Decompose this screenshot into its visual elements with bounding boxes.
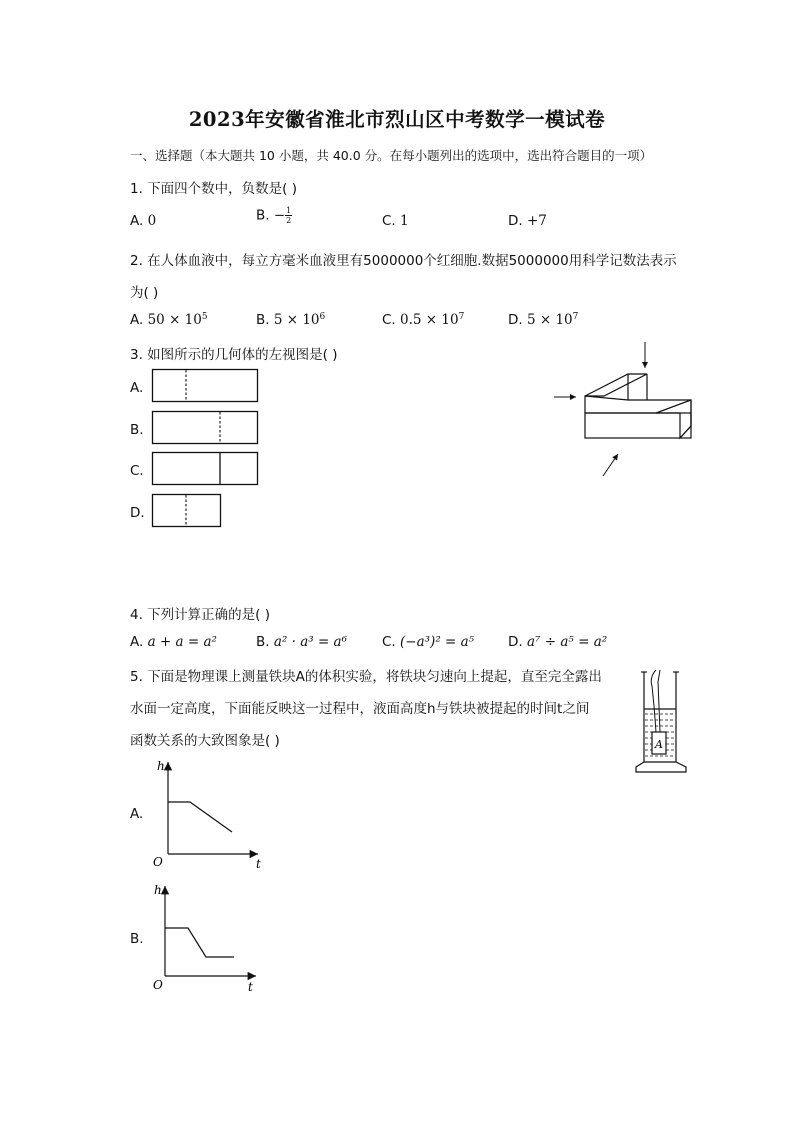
q4-option-b[interactable] bbox=[256, 634, 347, 650]
graph-line bbox=[168, 802, 232, 832]
option-expression: a² · a³ = a⁶ bbox=[273, 634, 348, 650]
q3-option-a-figure[interactable] bbox=[150, 368, 260, 404]
q3-option-d-figure[interactable] bbox=[150, 493, 224, 529]
q3-option-d-label[interactable]: D. bbox=[130, 505, 145, 521]
option-value: 5 × 10 bbox=[526, 312, 573, 328]
option-label: D. bbox=[508, 312, 523, 328]
fraction-numerator: 1 bbox=[286, 206, 292, 215]
origin-label: O bbox=[153, 855, 163, 869]
option-expression: a + a = a² bbox=[147, 634, 217, 650]
option-label: C. bbox=[382, 213, 396, 229]
option-expression: (−a³)² = a⁵ bbox=[400, 634, 475, 650]
option-label: D. bbox=[508, 213, 523, 229]
q3-option-c-figure[interactable] bbox=[150, 451, 260, 487]
option-label: A. bbox=[130, 213, 144, 229]
exponent: 7 bbox=[458, 312, 465, 322]
option-label: C. bbox=[382, 312, 396, 328]
section-heading: 一、选择题（本大题共 10 小题，共 40.0 分。在每小题列出的选项中，选出符合题目的一项） bbox=[130, 148, 653, 163]
q3-option-a-label[interactable]: A. bbox=[130, 380, 144, 396]
q1-option-a[interactable] bbox=[130, 213, 156, 229]
fraction bbox=[285, 206, 292, 225]
q3-option-b-figure[interactable] bbox=[150, 410, 260, 446]
q1-option-c[interactable] bbox=[382, 213, 409, 229]
question-5-stem-line3: 函数关系的大致图象是( ) bbox=[130, 733, 280, 749]
q2-option-a[interactable] bbox=[130, 312, 208, 328]
q4-option-a[interactable] bbox=[130, 634, 217, 650]
option-label: A. bbox=[130, 312, 144, 328]
option-label: A. bbox=[130, 634, 144, 650]
front-view-arrow bbox=[603, 454, 618, 476]
option-value: 0.5 × 10 bbox=[400, 312, 459, 328]
option-label: C. bbox=[382, 634, 396, 650]
question-2-stem-line2: 为( ) bbox=[130, 285, 159, 301]
q5-option-a-graph[interactable] bbox=[148, 756, 270, 872]
q5-option-a-label[interactable]: A. bbox=[130, 806, 144, 822]
x-axis-label: t bbox=[256, 857, 261, 871]
q2-option-b[interactable] bbox=[256, 312, 325, 328]
q3-option-c-label[interactable]: C. bbox=[130, 463, 144, 479]
q3-option-b-label[interactable]: B. bbox=[130, 422, 144, 438]
q5-option-b-graph[interactable] bbox=[148, 880, 270, 996]
option-label: B. bbox=[256, 207, 270, 224]
q4-option-d[interactable] bbox=[508, 634, 607, 650]
question-4-stem: 4. 下列计算正确的是( ) bbox=[130, 607, 270, 623]
q3-solid-figure bbox=[548, 338, 698, 482]
minus-sign: − bbox=[273, 207, 286, 224]
origin-label: O bbox=[153, 978, 163, 992]
option-value: 1 bbox=[400, 213, 409, 229]
x-axis-label: t bbox=[248, 980, 253, 994]
y-axis-label: h bbox=[157, 759, 165, 773]
option-expression: a⁷ ÷ a⁵ = a² bbox=[526, 634, 608, 650]
q2-option-c[interactable] bbox=[382, 312, 464, 328]
q4-option-c[interactable] bbox=[382, 634, 474, 650]
option-label: D. bbox=[508, 634, 523, 650]
option-label: B. bbox=[256, 312, 270, 328]
block-label: A bbox=[655, 738, 663, 751]
option-label: B. bbox=[256, 634, 270, 650]
q5-option-b-label[interactable]: B. bbox=[130, 931, 144, 947]
q1-option-b[interactable] bbox=[256, 206, 292, 225]
graph-line bbox=[165, 928, 234, 957]
question-1-stem: 1. 下面四个数中，负数是( ) bbox=[130, 181, 297, 197]
beaker-figure bbox=[630, 666, 692, 776]
y-axis-label: h bbox=[154, 883, 162, 897]
exponent: 7 bbox=[572, 312, 579, 322]
q2-option-d[interactable] bbox=[508, 312, 578, 328]
option-value: 50 × 10 bbox=[147, 312, 202, 328]
q1-option-d[interactable] bbox=[508, 213, 547, 229]
page-title: 2023年安徽省淮北市烈山区中考数学一模试卷 bbox=[188, 108, 606, 131]
question-3-stem: 3. 如图所示的几何体的左视图是( ) bbox=[130, 347, 338, 363]
question-2-stem-line1: 2. 在人体血液中，每立方毫米血液里有5000000个红细胞.数据5000000用科学记数法表示 bbox=[130, 253, 677, 269]
question-5-stem-line2: 水面一定高度，下面能反映这一过程中，液面高度h与铁块被提起的时间t之间 bbox=[130, 701, 590, 717]
exponent: 6 bbox=[319, 312, 326, 322]
fraction-denominator: 2 bbox=[286, 216, 292, 225]
option-value: +7 bbox=[526, 213, 547, 229]
question-5-stem-line1: 5. 下面是物理课上测量铁块A的体积实验，将铁块匀速向上提起，直至完全露出 bbox=[130, 669, 602, 685]
exponent: 5 bbox=[201, 312, 208, 322]
option-value: 0 bbox=[147, 213, 157, 229]
option-value: 5 × 10 bbox=[273, 312, 320, 328]
